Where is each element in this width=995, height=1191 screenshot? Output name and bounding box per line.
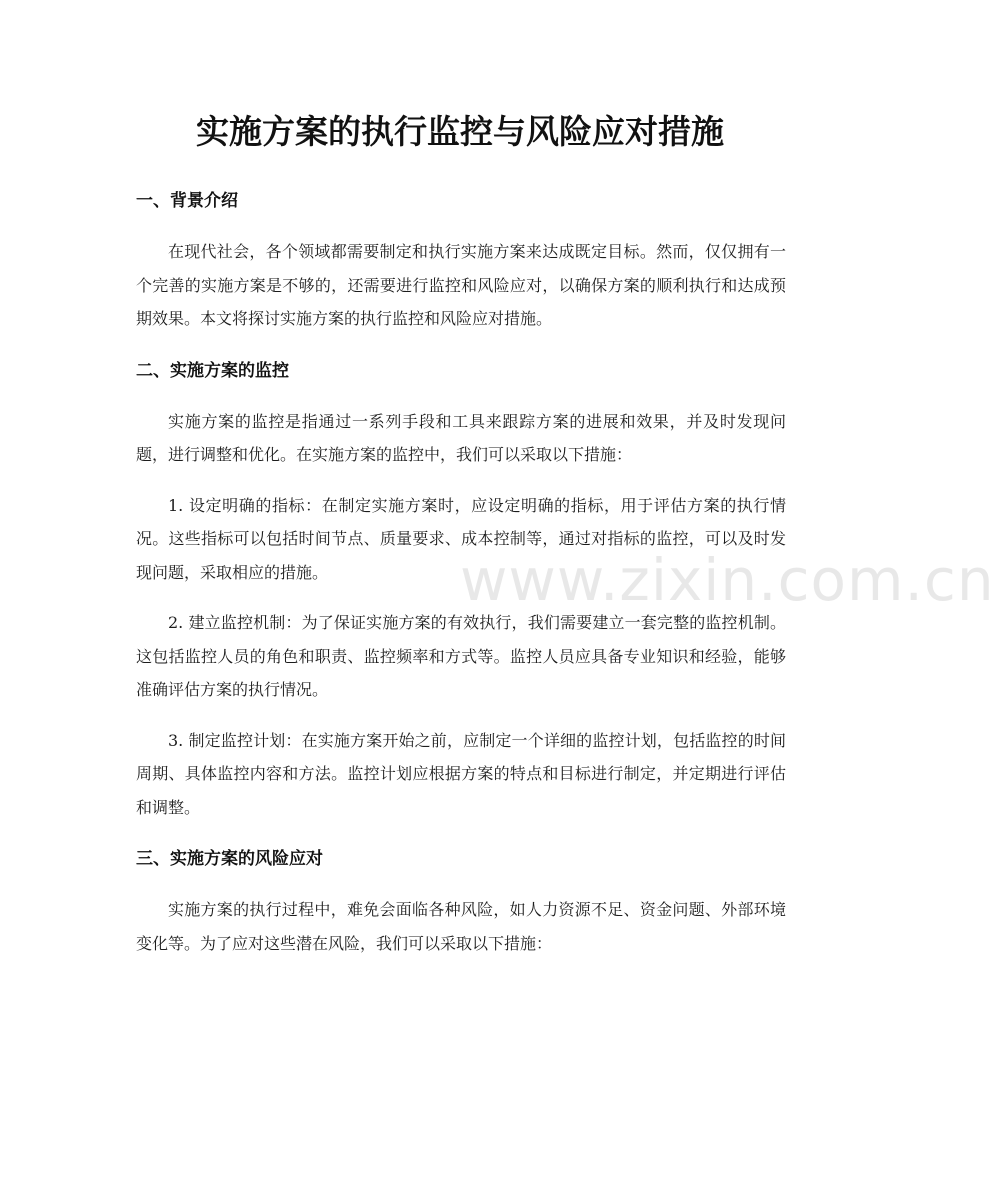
section-heading: 二、实施方案的监控: [136, 360, 289, 381]
page-title: 实施方案的执行监控与风险应对措施: [196, 112, 724, 151]
section-risk-response: [136, 841, 786, 960]
watermark-text: www.zixin.com.cn: [460, 546, 995, 614]
paragraph: 实施方案的执行过程中，难免会面临各种风险，如人力资源不足、资金问题、外部环境变化等。为了应对这些潜在风险，我们可以采取以下措施：: [136, 900, 786, 953]
paragraph: 实施方案的监控是指通过一系列手段和工具来跟踪方案的进展和效果，并及时发现问题，进行调整和优化。在实施方案的监控中，我们可以采取以下措施：: [136, 411, 786, 464]
section-heading: 三、实施方案的风险应对: [136, 849, 323, 869]
list-item-paragraph: 3. 制定监控计划：在实施方案开始之前，应制定一个详细的监控计划，包括监控的时间周期、具体监控内容和方法。监控计划应根据方案的特点和目标进行制定，并定期进行评估和调整。: [136, 730, 786, 817]
document-body: [136, 183, 786, 977]
paragraph: 在现代社会，各个领域都需要制定和执行实施方案来达成既定目标。然而，仅仅拥有一个完善的实施方案是不够的，还需要进行监控和风险应对，以确保方案的顺利执行和达成预期效果。本文将探讨实施方案的执行监控和风险应对措施。: [136, 242, 786, 328]
list-item-paragraph: 2. 建立监控机制：为了保证实施方案的有效执行，我们需要建立一套完整的监控机制。这包括监控人员的角色和职责、监控频率和方式等。监控人员应具备专业知识和经验，能够准确评估方案的执行情况。: [136, 613, 786, 699]
list-item-paragraph: 1. 设定明确的指标：在制定实施方案时，应设定明确的指标，用于评估方案的执行情况。这些指标可以包括时间节点、质量要求、成本控制等，通过对指标的监控，可以及时发现问题，采取相应的措施。: [136, 495, 786, 582]
section-background: [136, 183, 786, 336]
section-heading: 一、背景介绍: [136, 191, 238, 211]
section-monitoring: [136, 353, 786, 825]
